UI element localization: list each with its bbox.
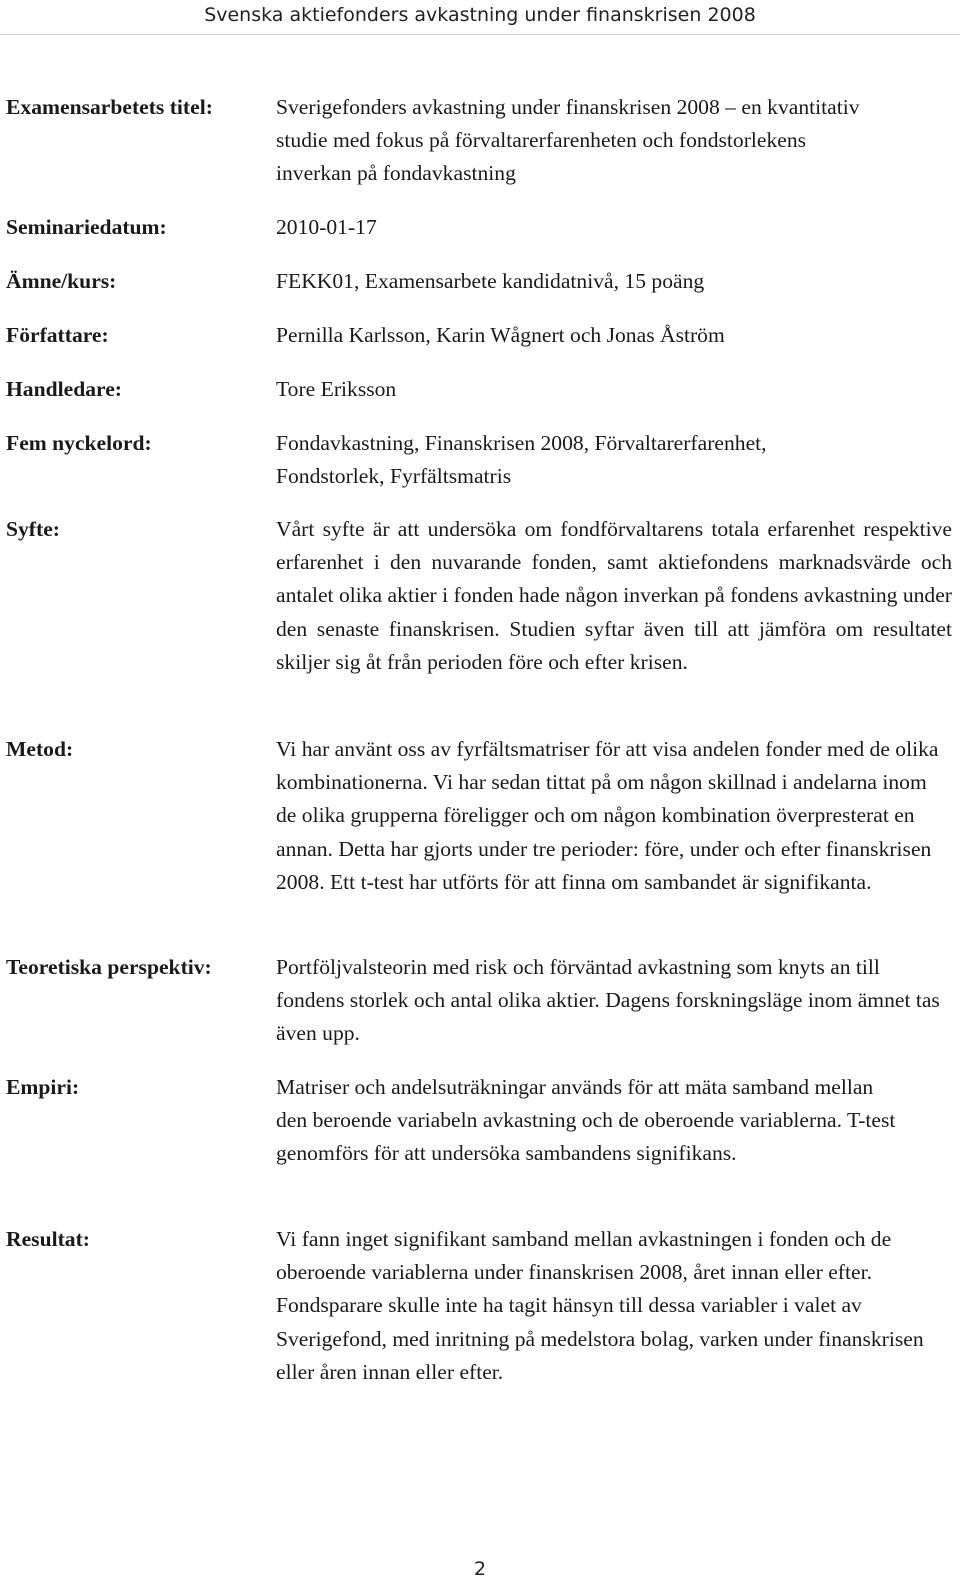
field-value: Vi fann inget signifikant samband mellan avkastningen i fonden och de oberoende variablerna under finanskrisen 2008, året innan eller efter. Fondsparare skulle inte ha tagit hänsyn till dessa variabler i valet av Sverigefond, med inritning på medelstora bolag, varken under finanskrisen eller åren innan eller efter. [276, 1227, 924, 1384]
field-label: Författare: [6, 323, 109, 347]
running-header: Svenska aktiefonders avkastning under finanskrisen 2008 [0, 0, 960, 35]
field-empirics [6, 1071, 956, 1223]
field-value: Fondavkastning, Finanskrisen 2008, Förvaltarerfarenhet, Fondstorlek, Fyrfältsmatris [276, 431, 767, 489]
field-value: Sverigefonders avkastning under finanskrisen 2008 – en kvantitativ studie med fokus på förvaltarerfarenheten och fondstorlekens inverkan på fondavkastning [276, 95, 860, 186]
field-value: Pernilla Karlsson, Karin Wågnert och Jonas Åström [276, 323, 725, 347]
field-label: Teoretiska perspektiv: [6, 955, 212, 979]
field-label: Ämne/kurs: [6, 269, 117, 293]
field-label: Seminariedatum: [6, 215, 167, 239]
field-label: Fem nyckelord: [6, 431, 152, 455]
field-value: 2010-01-17 [276, 215, 377, 239]
field-purpose [6, 513, 956, 733]
field-value: Tore Eriksson [276, 377, 397, 401]
field-label: Metod: [6, 737, 74, 761]
page-number: 2 [473, 1558, 487, 1580]
abstract-table [6, 91, 956, 1393]
field-theoretical-perspective [6, 951, 956, 1071]
field-seminar-date [6, 211, 956, 265]
field-supervisor [6, 373, 956, 427]
field-results [6, 1223, 956, 1393]
field-subject-course [6, 265, 956, 319]
field-value: Vårt syfte är att undersöka om fondförvaltarens totala erfarenhet respektive erfarenhet i den nuvarande fonden, samt aktiefondens marknadsvärde och antalet olika aktier i fonden hade någon inverkan på fondens avkastning under den senaste finanskrisen. Studien syftar även till att jämföra om resultatet skiljer sig åt från perioden före och efter krisen. [276, 517, 952, 674]
field-value: Vi har använt oss av fyrfältsmatriser för att visa andelen fonder med de olika kombinationerna. Vi har sedan tittat på om någon skillnad i andelarna inom de olika grupperna föreligger och om någon kombination överpresterat en annan. Detta har gjorts under tre perioder: före, under och efter finanskrisen 2008. Ett t-test har utförts för att finna om sambandet är signifikanta. [276, 737, 939, 894]
field-method [6, 733, 956, 951]
field-label: Resultat: [6, 1227, 90, 1251]
field-value: Portföljvalsteorin med risk och förväntad avkastning som knyts an till fondens storlek och antal olika aktier. Dagens forskningsläge inom ämnet tas även upp. [276, 955, 940, 1046]
field-keywords [6, 427, 956, 513]
field-authors [6, 319, 956, 373]
field-label: Examensarbetets titel: [6, 95, 213, 119]
field-value: Matriser och andelsuträkningar används för att mäta samband mellan den beroende variabeln avkastning och de oberoende variablerna. T-test genomförs för att undersöka sambandens signifikans. [276, 1075, 896, 1166]
field-value: FEKK01, Examensarbete kandidatnivå, 15 poäng [276, 269, 705, 293]
field-label: Handledare: [6, 377, 122, 401]
field-label: Empiri: [6, 1075, 80, 1099]
field-thesis-title [6, 91, 956, 211]
field-label: Syfte: [6, 517, 60, 541]
